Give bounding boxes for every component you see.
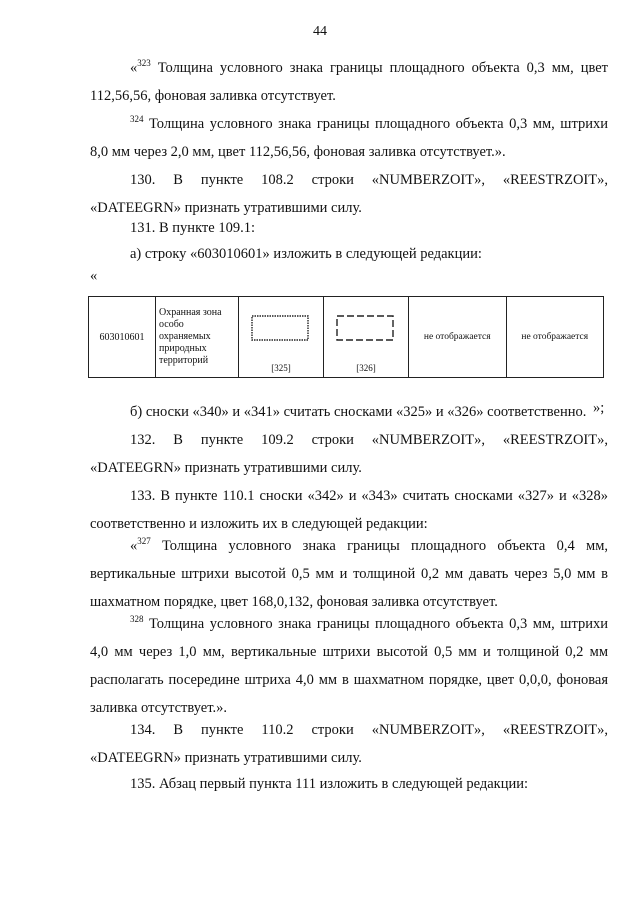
footnote-number: 324 <box>130 114 144 124</box>
quote-mark: « <box>130 60 138 76</box>
item-134: 134. В пункте 110.2 строки «NUMBERZOIT», «REESTRZOIT», «DATEEGRN» признать утратившими силу. <box>90 722 608 766</box>
table-quote-close: »; <box>593 400 605 416</box>
symbol-label: [325] <box>271 363 291 373</box>
footnote-323 <box>90 54 608 110</box>
name-cell: Охранная зона особо охраняемых природных территорий <box>156 297 239 378</box>
table-quote-open: « <box>90 268 98 284</box>
item-132: 132. В пункте 109.2 строки «NUMBERZOIT», «REESTRZOIT», «DATEEGRN» признать утратившими силу. <box>90 432 608 476</box>
display-cell-2: не отображается <box>506 297 604 378</box>
footnote-text: Толщина условного знака границы площадного объекта 0,3 мм, цвет 112,56,56, фоновая заливка отсутствует. <box>90 60 609 104</box>
symbol-cell-325 <box>239 297 324 378</box>
footnote-text: Толщина условного знака границы площадного объекта 0,4 мм, вертикальные штрихи высотой 0,5 мм и толщиной 0,2 мм давать через 5,0 мм в шахматном порядке, цвет 168,0,132, фоновая заливка отсутствует. <box>90 538 609 610</box>
item-135: 135. Абзац первый пункта 111 изложить в следующей редакции: <box>130 776 529 792</box>
item-130: 130. В пункте 108.2 строки «NUMBERZOIT», «REESTRZOIT», «DATEEGRN» признать утратившими силу. <box>90 172 608 216</box>
symbol-table <box>88 296 604 378</box>
item-131a: а) строку «603010601» изложить в следующей редакции: <box>130 246 482 262</box>
table-row <box>89 297 604 378</box>
page-number: 44 <box>313 24 327 39</box>
symbol-cell-326 <box>324 297 409 378</box>
item-131: 131. В пункте 109.1: <box>130 220 255 236</box>
footnote-number: 323 <box>137 58 151 68</box>
boundary-symbol-dotted-icon <box>251 315 309 341</box>
footnote-number: 328 <box>130 614 144 624</box>
code-cell: 603010601 <box>89 297 156 378</box>
footnote-328 <box>90 610 608 722</box>
item-131b: б) сноски «340» и «341» считать сносками «325» и «326» соответственно. <box>130 404 587 420</box>
footnote-text: Толщина условного знака границы площадного объекта 0,3 мм, штрихи 4,0 мм через 1,0 мм, вертикальные штрихи высотой 0,5 мм и толщиной 0,2 мм располагать посередине штриха 4,0 мм в шахматном порядке, цвет 0,0,0, фоновая заливка отсутствует.». <box>90 616 608 716</box>
footnote-text: Толщина условного знака границы площадного объекта 0,3 мм, штрихи 8,0 мм через 2,0 мм, цвет 112,56,56, фоновая заливка отсутствует.». <box>90 116 608 160</box>
footnote-number: 327 <box>137 536 151 546</box>
display-cell-1: не отображается <box>409 297 507 378</box>
footnote-327 <box>90 532 608 616</box>
footnote-324 <box>90 110 608 166</box>
symbol-label: [326] <box>356 363 376 373</box>
item-133: 133. В пункте 110.1 сноски «342» и «343» считать сносками «327» и «328» соответственно и изложить их в следующей редакции: <box>90 488 608 532</box>
boundary-symbol-dashed-icon <box>336 315 394 341</box>
quote-mark: « <box>130 538 138 554</box>
